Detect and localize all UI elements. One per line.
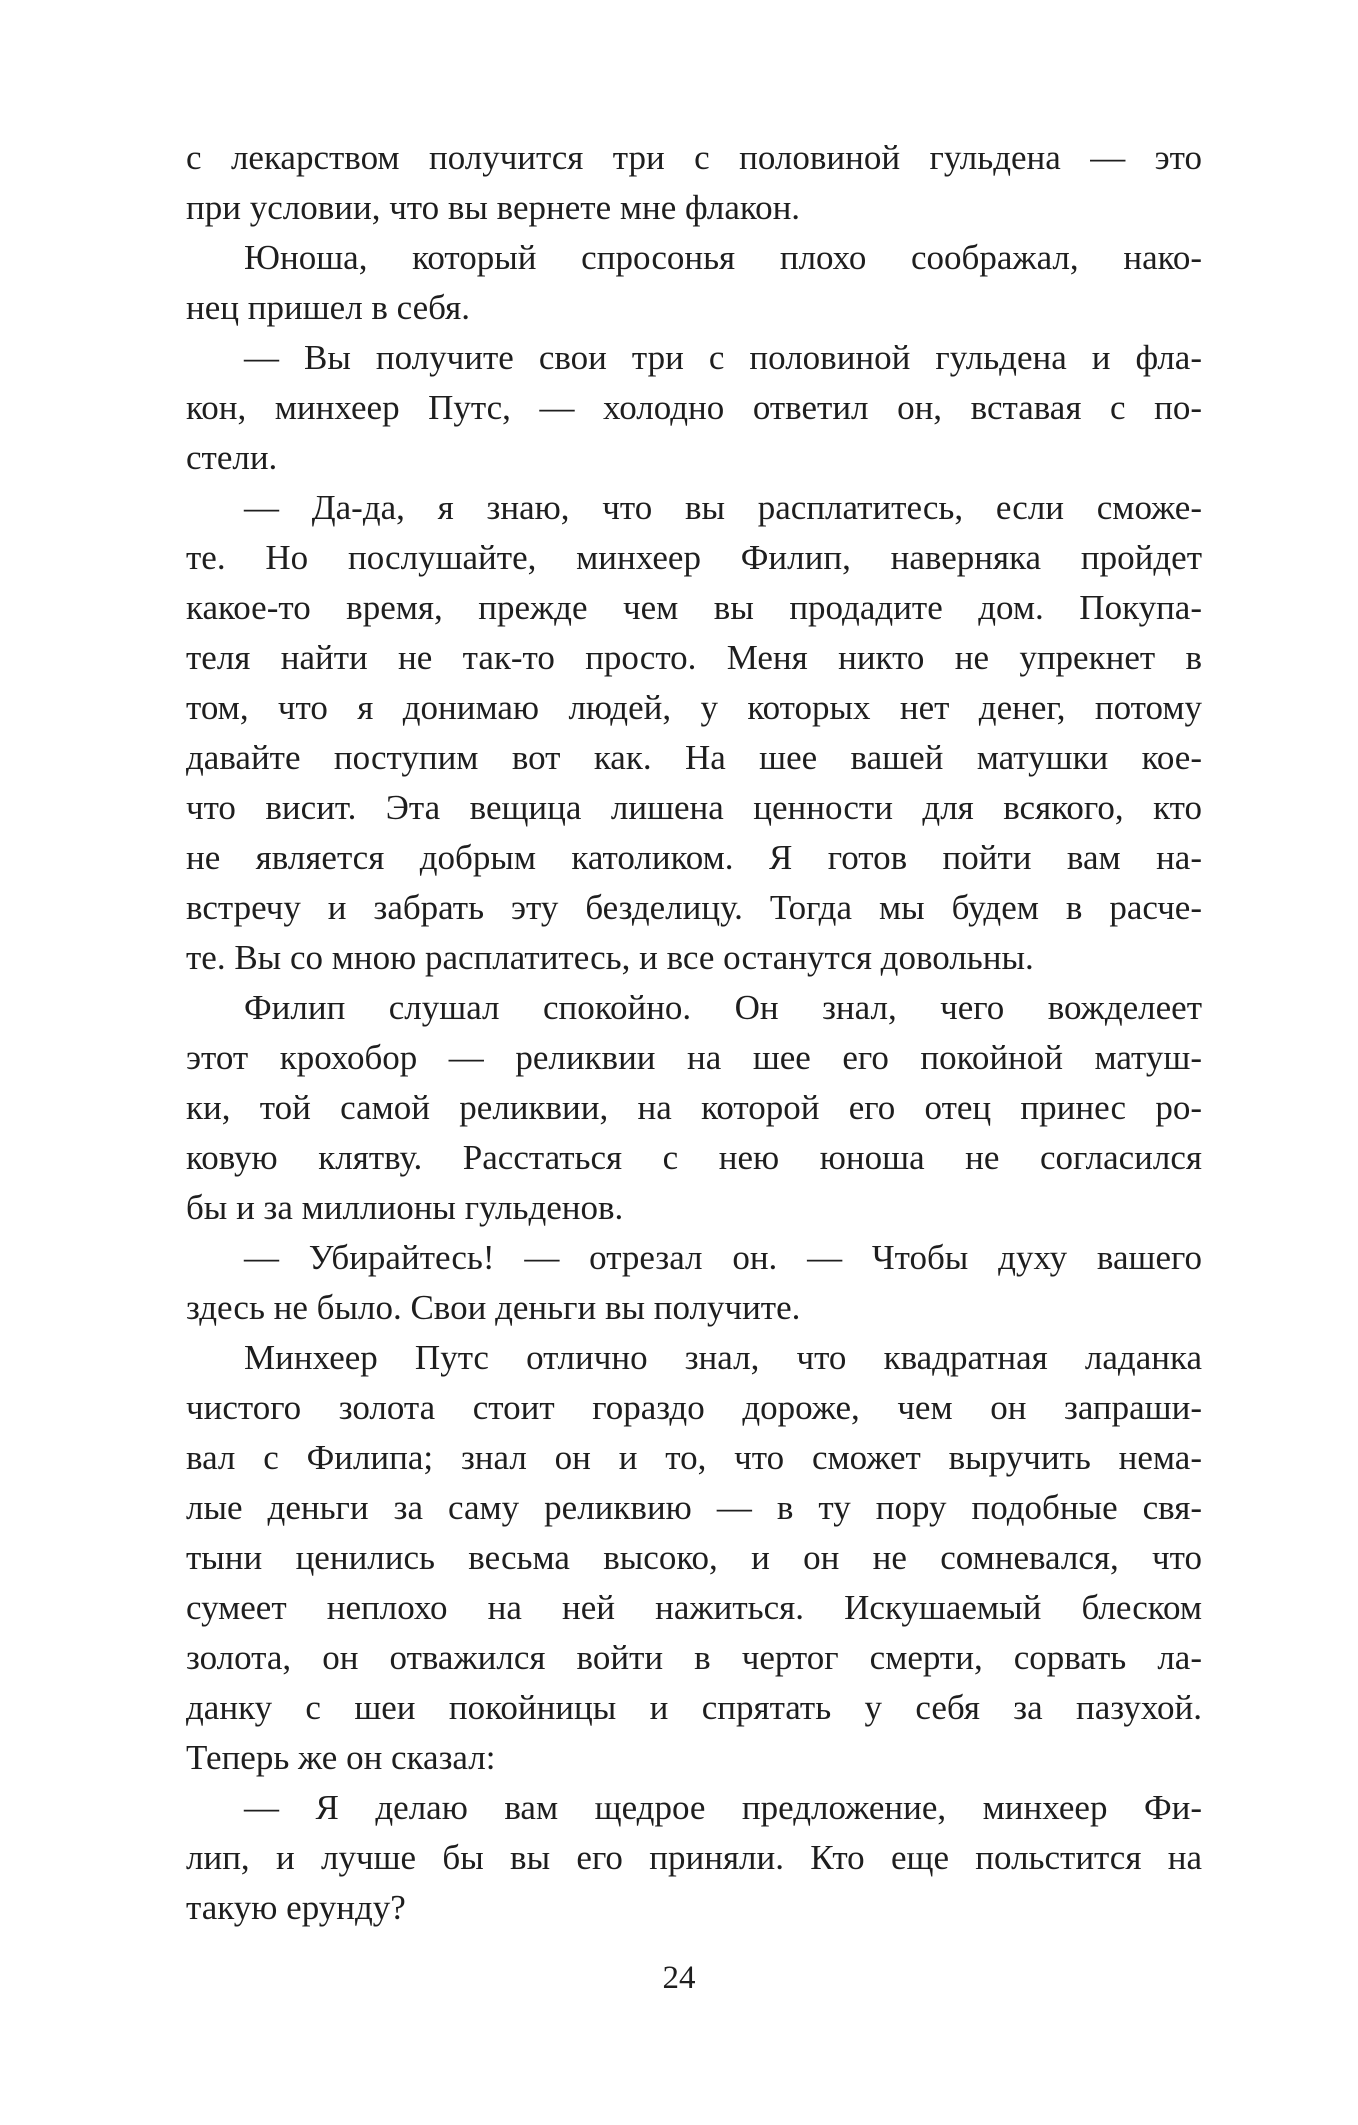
text-line: бы и за миллионы гульденов.	[186, 1188, 624, 1227]
text-line: Теперь же он сказал:	[186, 1738, 496, 1777]
text-line: встречу и забрать эту безделицу. Тогда мы будем в расче-	[186, 888, 1202, 927]
text-line: здесь не было. Свои деньги вы получите.	[186, 1288, 801, 1327]
text-line: теля найти не так-то просто. Меня никто не упрекнет в	[186, 638, 1202, 677]
text-line: — Вы получите свои три с половиной гульдена и фла-	[244, 338, 1202, 377]
body-text	[186, 133, 1202, 1933]
text-line: — Я делаю вам щедрое предложение, минхеер Фи-	[244, 1788, 1202, 1827]
text-line: стели.	[186, 438, 278, 477]
paragraph	[186, 1233, 1202, 1333]
text-line: те. Вы со мною расплатитесь, и все останутся довольны.	[186, 938, 1034, 977]
paragraph	[186, 1783, 1202, 1933]
text-line: чистого золота стоит гораздо дороже, чем он запраши-	[186, 1388, 1202, 1427]
text-line: те. Но послушайте, минхеер Филип, наверняка пройдет	[186, 538, 1202, 577]
text-line: данку с шеи покойницы и спрятать у себя за пазухой.	[186, 1688, 1202, 1727]
text-line: этот крохобор — реликвии на шее его покойной матуш-	[186, 1038, 1202, 1077]
text-line: такую ерунду?	[186, 1888, 406, 1927]
paragraph	[186, 983, 1202, 1233]
text-line: кон, минхеер Путс, — холодно ответил он, вставая с по-	[186, 388, 1202, 427]
paragraph	[186, 233, 1202, 333]
paragraph	[186, 133, 1202, 233]
text-line: с лекарством получится три с половиной гульдена — это	[186, 138, 1202, 177]
text-line: что висит. Эта вещица лишена ценности для всякого, кто	[186, 788, 1202, 827]
text-line: при условии, что вы вернете мне флакон.	[186, 188, 801, 227]
text-line: нец пришел в себя.	[186, 288, 470, 327]
text-line: не является добрым католиком. Я готов пойти вам на-	[186, 838, 1202, 877]
text-line: тыни ценились весьма высоко, и он не сомневался, что	[186, 1538, 1202, 1577]
text-line: вал с Филипа; знал он и то, что сможет выручить нема-	[186, 1438, 1202, 1477]
text-line: Минхеер Путс отлично знал, что квадратная ладанка	[244, 1338, 1202, 1377]
text-line: ки, той самой реликвии, на которой его отец принес ро-	[186, 1088, 1202, 1127]
text-line: какое-то время, прежде чем вы продадите дом. Покупа-	[186, 588, 1202, 627]
text-line: том, что я донимаю людей, у которых нет денег, потому	[186, 688, 1202, 727]
paragraph	[186, 1333, 1202, 1783]
text-line: Юноша, который спросонья плохо соображал, нако-	[244, 238, 1202, 277]
paragraph	[186, 483, 1202, 983]
text-line: ковую клятву. Расстаться с нею юноша не согласился	[186, 1138, 1202, 1177]
page-number: 24	[662, 1960, 696, 1996]
text-line: лые деньги за саму реликвию — в ту пору подобные свя-	[186, 1488, 1202, 1527]
text-line: золота, он отважился войти в чертог смерти, сорвать ла-	[186, 1638, 1202, 1677]
text-line: давайте поступим вот как. На шее вашей матушки кое-	[186, 738, 1202, 777]
text-line: Филип слушал спокойно. Он знал, чего вожделеет	[244, 988, 1202, 1027]
text-line: лип, и лучше бы вы его приняли. Кто еще польстится на	[186, 1838, 1202, 1877]
text-line: — Да-да, я знаю, что вы расплатитесь, если сможе-	[244, 488, 1202, 527]
text-line: сумеет неплохо на ней нажиться. Искушаемый блеском	[186, 1588, 1202, 1627]
paragraph	[186, 333, 1202, 483]
text-line: — Убирайтесь! — отрезал он. — Чтобы духу вашего	[244, 1238, 1202, 1277]
